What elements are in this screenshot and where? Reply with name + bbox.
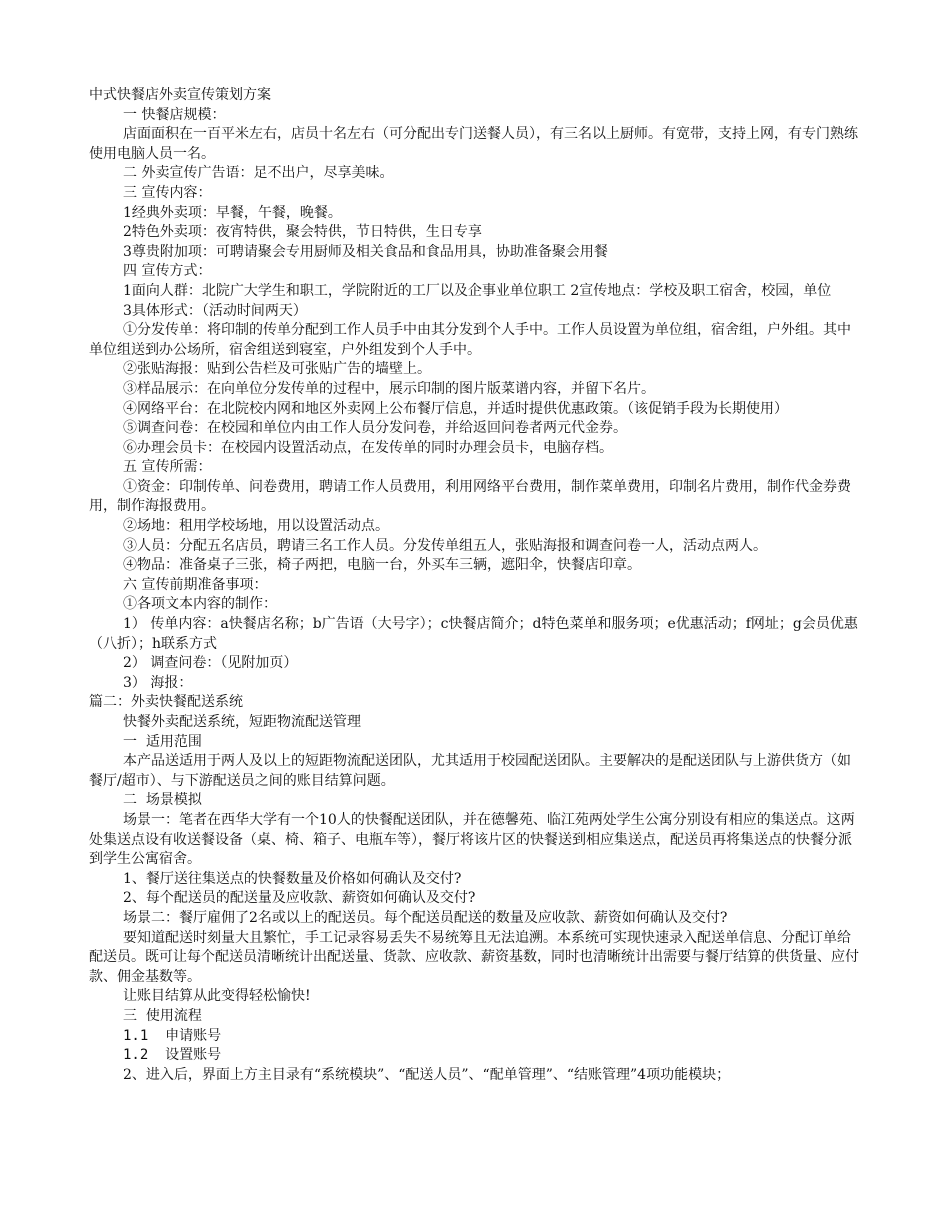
paragraph: 让账目结算从此变得轻松愉快! — [123, 988, 311, 1005]
paragraph: ⑥办理会员卡：在校园内设置活动点，在发传单的同时办理会员卡，电脑存档。 — [123, 439, 613, 456]
paragraph: ③人员：分配五名店员，聘请三名工作人员。分发传单组五人，张贴海报和调查问卷一人，活动点两人。 — [123, 537, 767, 554]
paragraph: 3具体形式：（活动时间两天） — [123, 302, 307, 319]
paragraph: ①分发传单：将印制的传单分配到工作人员手中由其分发到个人手中。工作人员设置为单位组，宿舍组，户外组。其中单位组送到办公场所，宿舍组送到寝室，户外组发到个人手中。 — [89, 322, 851, 358]
paragraph: ④物品：准备桌子三张，椅子两把，电脑一台，外买车三辆，遮阳伞，快餐店印章。 — [123, 557, 641, 574]
paragraph: 要知道配送时刻量大且繁忙，手工记录容易丢失不易统筹且无法追溯。本系统可实现快速录入配送单信息、分配订单给配送员。既可让每个配送员清晰统计出配送量、货款、应收款、薪资基数，同时也清晰统计出需要与餐厅结算的供货量、应付款、佣金基数等。 — [89, 929, 859, 985]
paragraph: 四 宣传方式： — [123, 263, 212, 280]
paragraph: 2） 调查问卷：（见附加页） — [123, 655, 298, 672]
paragraph: 场景一：笔者在西华大学有一个10人的快餐配送团队，并在德馨苑、临江苑两处学生公寓分别设有相应的集送点。这两处集送点设有收送餐设备（桌、椅、箱子、电瓶车等），餐厅将该片区的快餐送到相应集送点，配送员再将集送点的快餐分派到学生公寓宿舍。 — [89, 811, 855, 868]
paragraph: 三 宣传内容： — [123, 184, 212, 201]
paragraph: 二 场景模拟 — [123, 792, 202, 809]
paragraph: ⑤调查问卷：在校园和单位内由工作人员分发问卷，并给返回问卷者两元代金券。 — [123, 420, 627, 437]
document-page — [89, 86, 861, 1085]
paragraph: 2、进入后，界面上方主目录有“系统模块”、“配送人员”、“配单管理”、“结账管理”4项功能模块； — [123, 1066, 731, 1083]
paragraph: 一 快餐店规模： — [123, 106, 226, 123]
paragraph: ②张贴海报：贴到公告栏及可张贴广告的墙壁上。 — [123, 361, 431, 378]
paragraph: 场景二：餐厅雇佣了2名或以上的配送员。每个配送员配送的数量及应收款、薪资如何确认及交付? — [123, 909, 728, 926]
paragraph: ②场地：租用学校场地，用以设置活动点。 — [123, 518, 389, 535]
paragraph: 1.2 设置账号 — [123, 1047, 222, 1064]
paragraph: 本产品送适用于两人及以上的短距物流配送团队，尤其适用于校园配送团队。主要解决的是配送团队与上游供货方（如餐厅/超市）、与下游配送员之间的账目结算问题。 — [89, 753, 851, 789]
paragraph: 2特色外卖项：夜宵特供，聚会特供，节日特供，生日专享 — [123, 224, 482, 241]
paragraph: 3） 海报： — [123, 674, 193, 691]
paragraph: 1面向人群：北院广大学生和职工，学院附近的工厂以及企事业单位职工 2宣传地点：学校及职工宿舍，校园，单位 — [123, 282, 832, 299]
paragraph: 六 宣传前期准备事项： — [123, 576, 268, 593]
paragraph: 1、餐厅送往集送点的快餐数量及价格如何确认及交付? — [123, 870, 462, 887]
paragraph: 三 使用流程 — [123, 1007, 202, 1024]
paragraph: 五 宣传所需： — [123, 459, 212, 476]
paragraph: 篇二：外卖快餐配送系统 — [89, 694, 243, 711]
paragraph: 一 适用范围 — [123, 733, 202, 750]
paragraph: 1经典外卖项：早餐，午餐，晚餐。 — [123, 204, 342, 221]
paragraph: ①各项文本内容的制作： — [123, 596, 277, 613]
paragraph: 店面面积在一百平米左右，店员十名左右（可分配出专门送餐人员），有三名以上厨师。有宽带，支持上网，有专门熟练使用电脑人员一名。 — [89, 126, 858, 162]
paragraph: 二 外卖宣传广告语：足不出户，尽享美味。 — [123, 165, 394, 182]
document-title: 中式快餐店外卖宣传策划方案 — [89, 87, 271, 103]
paragraph: 1.1 申请账号 — [123, 1027, 222, 1044]
paragraph: 2、每个配送员的配送量及应收款、薪资如何确认及交付? — [123, 890, 476, 907]
document-body — [89, 106, 861, 1086]
paragraph: 3尊贵附加项：可聘请聚会专用厨师及相关食品和食品用具，协助准备聚会用餐 — [123, 243, 608, 260]
paragraph: ④网络平台：在北院校内网和地区外卖网上公布餐厅信息，并适时提供优惠政策。（该促销手段为长期使用） — [123, 400, 788, 417]
paragraph: ③样品展示：在向单位分发传单的过程中，展示印制的图片版菜谱内容，并留下名片。 — [123, 380, 655, 397]
paragraph: ①资金：印制传单、问卷费用，聘请工作人员费用，利用网络平台费用，制作菜单费用，印制名片费用，制作代金券费用，制作海报费用。 — [89, 478, 851, 515]
paragraph: 1） 传单内容：a快餐店名称；b广告语（大号字）；c快餐店简介；d特色菜单和服务项；e优惠活动；f网址；g会员优惠（八折）；h联系方式 — [89, 616, 858, 652]
paragraph: 快餐外卖配送系统，短距物流配送管理 — [123, 714, 361, 730]
